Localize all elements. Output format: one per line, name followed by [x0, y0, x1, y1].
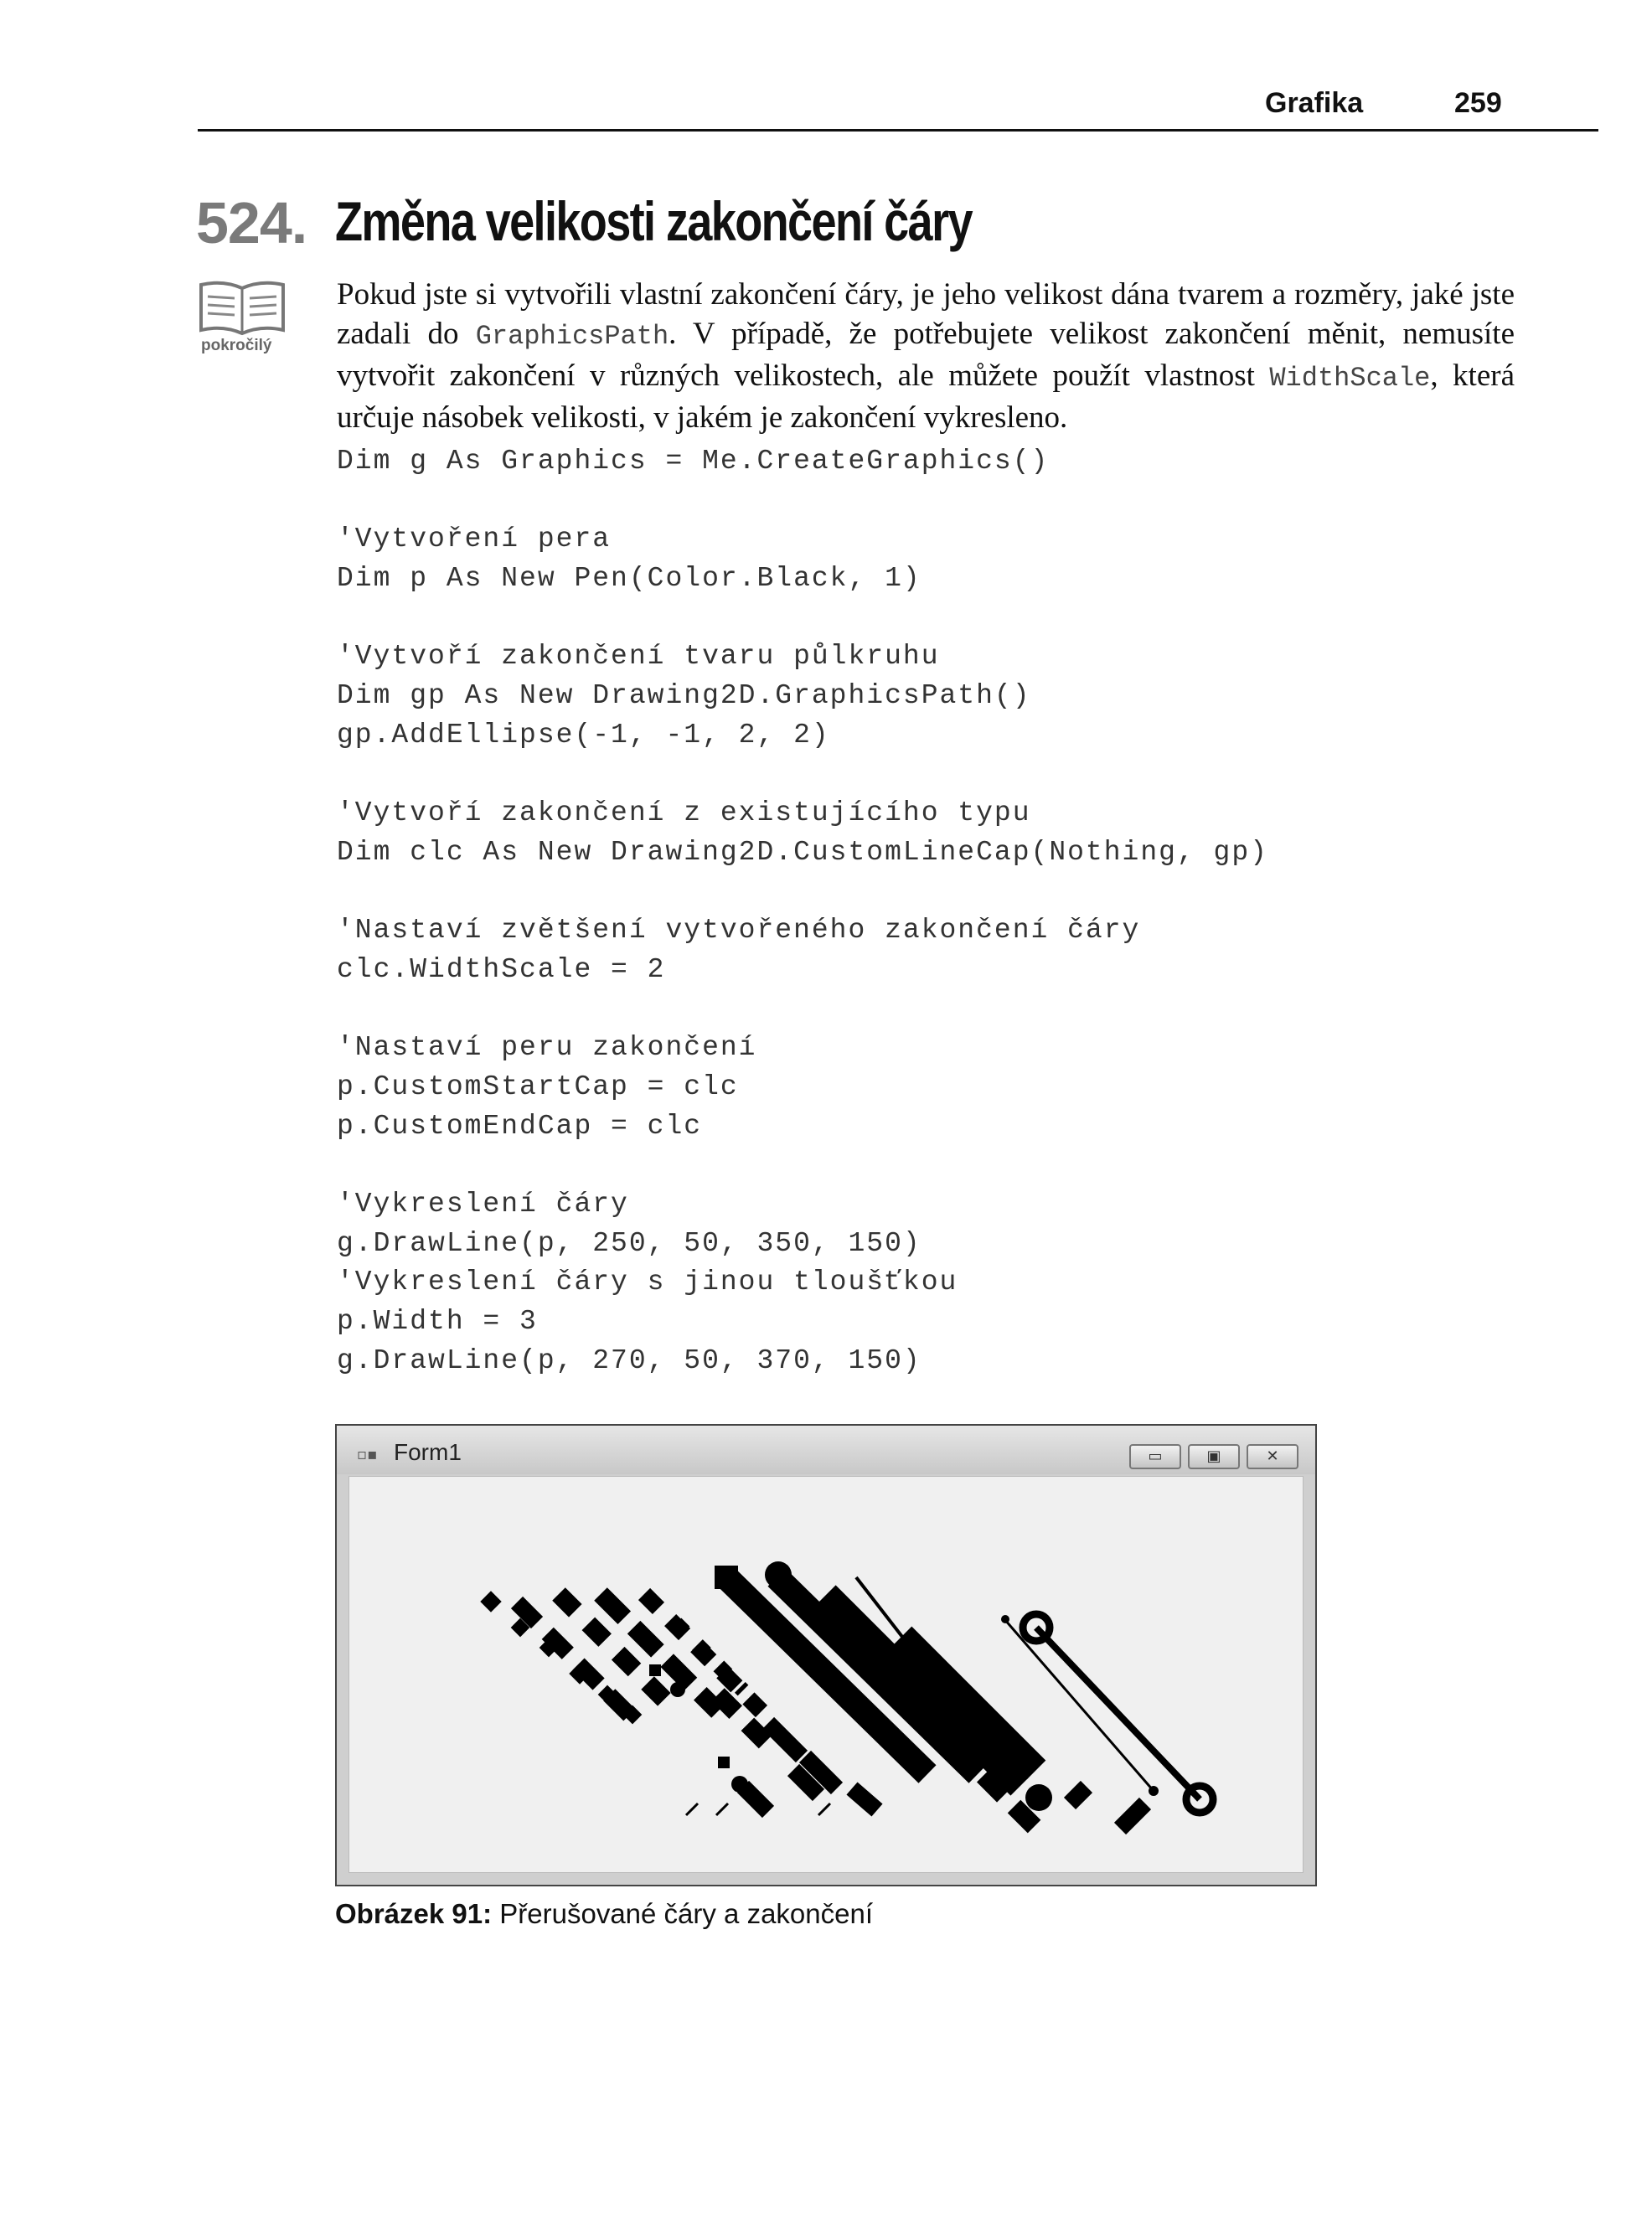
level-label: pokročilý — [201, 337, 272, 354]
window-titlebar[interactable] — [337, 1426, 1315, 1474]
intro-text-3: , která určuje násobek velikosti, v jakém je zakončení vykresleno. — [337, 359, 1515, 435]
form-icon: ▫▪ — [357, 1446, 378, 1463]
code-line: Dim gp As New Drawing2D.GraphicsPath() — [337, 680, 1031, 712]
code-line: 'Vytvoření pera — [337, 524, 612, 555]
form-client-area — [348, 1476, 1304, 1873]
code-line — [337, 873, 1268, 912]
figure-caption — [335, 1898, 873, 1930]
intro-code-graphicspath: GraphicsPath — [475, 321, 669, 352]
minimize-button[interactable]: ▭ — [1129, 1444, 1181, 1469]
code-line: 'Vykreslení čáry s jinou tloušťkou — [337, 1267, 958, 1298]
code-line: 'Vykreslení čáry — [337, 1189, 629, 1220]
code-line — [337, 1146, 1268, 1185]
code-line — [337, 599, 1268, 638]
code-line: p.CustomStartCap = clc — [337, 1071, 739, 1102]
code-line: gp.AddEllipse(-1, -1, 2, 2) — [337, 719, 830, 751]
code-line: 'Nastaví peru zakončení — [337, 1032, 757, 1064]
intro-paragraph — [337, 275, 1515, 437]
code-line — [337, 482, 1268, 521]
figure-label: Obrázek 91: — [335, 1898, 493, 1929]
code-line: 'Vytvoří zakončení tvaru půlkruhu — [337, 641, 940, 673]
intro-text-2: . V případě, že potřebujete velikost zakončení měnit, nemusíte vytvořit zakončení v různých velikostech, ale můžete použít vlastnost — [337, 317, 1515, 393]
page-number: 259 — [1454, 87, 1502, 119]
window-title: Form1 — [394, 1439, 462, 1465]
header-rule — [198, 129, 1598, 132]
close-button[interactable]: ✕ — [1247, 1444, 1298, 1469]
code-line: Dim clc As New Drawing2D.CustomLineCap(Nothing, gp) — [337, 836, 1268, 868]
code-line: g.DrawLine(p, 250, 50, 350, 150) — [337, 1227, 922, 1259]
figure-caption-text: Přerušované čáry a zakončení — [499, 1898, 874, 1929]
intro-text-1: Pokud jste si vytvořili vlastní zakončení čáry, je jeho velikost dána tvarem a rozměry, jaké jste zadali do — [337, 277, 1515, 351]
code-line: 'Vytvoří zakončení z existujícího typu — [337, 797, 1031, 829]
code-line — [337, 990, 1268, 1029]
dashed-lines-drawing — [349, 1477, 1306, 1876]
form-window — [335, 1424, 1317, 1886]
code-line: clc.WidthScale = 2 — [337, 953, 666, 985]
section-number: 524. — [196, 190, 307, 255]
code-line — [337, 756, 1268, 795]
code-line: 'Nastaví zvětšení vytvořeného zakončení čáry — [337, 915, 1141, 947]
code-line: Dim p As New Pen(Color.Black, 1) — [337, 563, 922, 595]
running-header-section: Grafika — [1265, 87, 1364, 119]
maximize-button[interactable]: ▣ — [1188, 1444, 1240, 1469]
open-book-icon — [196, 278, 288, 337]
code-line: g.DrawLine(p, 270, 50, 370, 150) — [337, 1344, 922, 1376]
section-title: Změna velikosti zakončení čáry — [335, 190, 972, 252]
intro-code-widthscale: WidthScale — [1269, 363, 1431, 394]
code-listing — [337, 442, 1268, 1381]
code-line: Dim g As Graphics = Me.CreateGraphics() — [337, 446, 1050, 477]
code-line: p.Width = 3 — [337, 1306, 538, 1338]
code-line: p.CustomEndCap = clc — [337, 1110, 703, 1142]
